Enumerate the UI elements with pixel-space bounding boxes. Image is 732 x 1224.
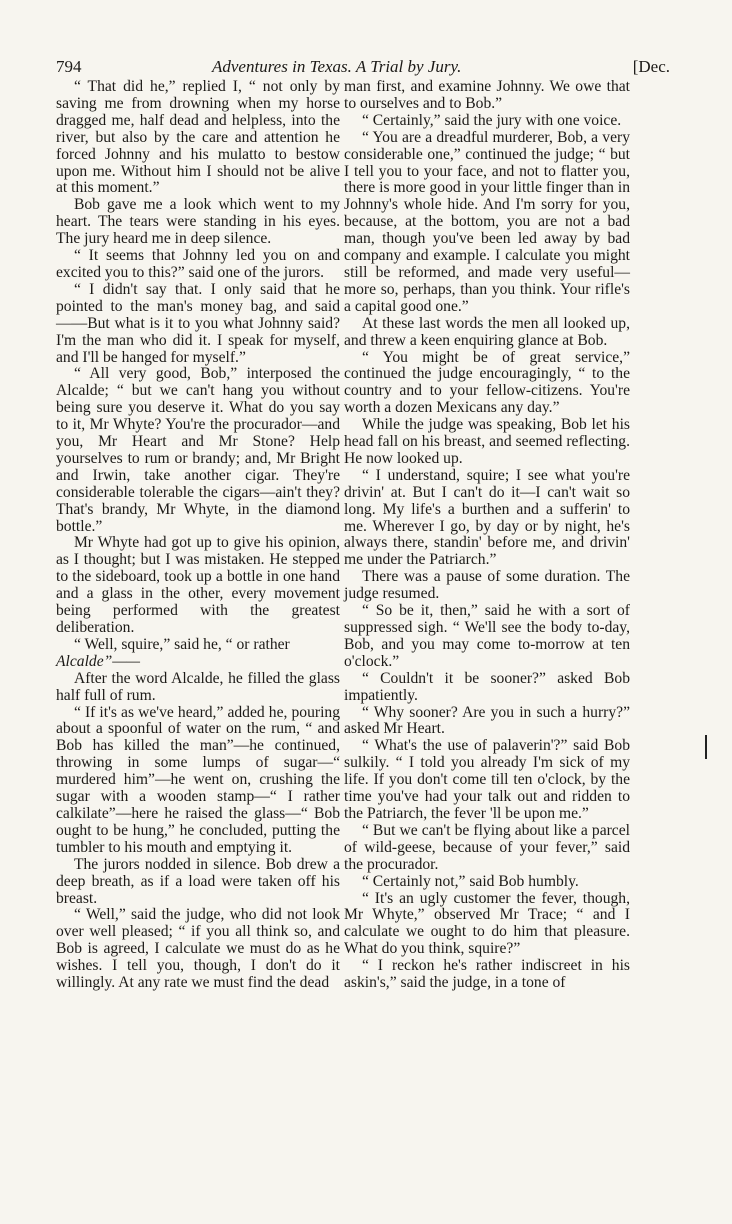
paragraph: “ Well, squire,” said he, “ or rather — [73, 635, 290, 653]
paragraph: There was a pause of some duration. The judge resumed. — [344, 568, 630, 603]
section-marker: [Dec. — [632, 57, 670, 76]
right-column — [344, 79, 630, 992]
paragraph: “ So be it, then,” said he with a sort of suppressed sigh. “ We'll see the body to-day, Bob, and you may come to-morrow at ten o'clock.” — [344, 602, 630, 670]
paragraph: The jurors nodded in silence. Bob drew a deep breath, as if a load were taken off his breast. — [56, 855, 340, 907]
paragraph: “ Certainly,” said the jury with one voice. — [361, 111, 622, 129]
paragraph: At these last words the men all looked up, and threw a keen enquiring glance at Bob. — [344, 314, 630, 349]
page-edge-mark — [705, 735, 707, 759]
paragraph-continued: man first, and examine Johnny. We owe that to ourselves and to Bob.” — [344, 78, 630, 112]
paragraph: “ It's an ugly customer the fever, though, Mr Whyte,” observed Mr Trace; “ and I calculate we ought to do him that pleasure. What do you think, squire?” — [344, 889, 630, 958]
paragraph: “ What's the use of palaverin'?” said Bob sulkily. “ I told you already I'm sick of my life. If you don't come till ten o'clock, by the time you've had your talk out and ridden to the Patriarch, the fever 'll be upon me.” — [344, 737, 630, 822]
running-title: Adventures in Texas. A Trial by Jury. — [212, 57, 462, 76]
paragraph: “ If it's as we've heard,” added he, pouring about a spoonful of water on the rum, “ and Bob has killed the man”—he continued, throwing in some lumps of sugar—“ murdered him”—he went on, crushing the sugar with a wooden stamp—“ I rather calkilate”—here he raised the glass—“ Bob ought to be hung,” he concluded, putting the tumbler to his mouth and emptying it. — [56, 703, 340, 856]
left-column — [56, 79, 340, 992]
page-number: 794 — [56, 57, 82, 76]
paragraph: “ All very good, Bob,” interposed the Alcalde; “ but we can't hang you without being sure you deserve it. What do you say to it, Mr Whyte? You're the procurador—and you, Mr Heart and Mr Stone? Help yourselves to rum or brandy; and, Mr Bright and Irwin, take another cigar. They're considerable tolerable the cigars—ain't they? That's brandy, Mr Whyte, in the diamond bottle.” — [56, 365, 340, 535]
paragraph: “ Certainly not,” said Bob humbly. — [361, 872, 579, 890]
paragraph: “ I didn't say that. I only said that he pointed to the man's money bag, and said——But what is it to you what Johnny said? I'm the man who did it. I speak for myself, and I'll be hanged for myself.” — [56, 280, 340, 366]
paragraph: “ I understand, squire; I see what you're drivin' at. But I can't do it—I can't wait so long. My life's a burthen and a sufferin' to me. Wherever I go, by day or by night, he's always there, standin' before me, and drivin' me under the Patriarch.” — [344, 466, 630, 569]
paragraph: “ You are a dreadful murderer, Bob, a very considerable one,” continued the judge; “ but I tell you to your face, and not to flatter you, there is more good in your little finger than in Johnny's whole hide. And I'm sorry for you, because, at the bottom, you are not a bad man, though you've been led away by bad company and example. I calculate you might still be reformed, and made very useful—more so, perhaps, than you think. Your rifle's a capital good one.” — [344, 128, 630, 315]
paragraph: Bob gave me a look which went to my heart. The tears were standing in his eyes. The jury heard me in deep silence. — [56, 196, 340, 248]
paragraph: “ Well,” said the judge, who did not look over well pleased; “ if you all think so, and Bob is agreed, I calculate we must do as he wishes. I tell you, though, I don't do it willingly. At any rate we must find the dead — [56, 906, 340, 992]
paragraph: “ I reckon he's rather indiscreet in his askin's,” said the judge, in a tone of — [344, 957, 630, 992]
paragraph: “ But we can't be flying about like a parcel of wild-geese, because of your fever,” said the procurador. — [344, 821, 630, 873]
paragraph-italic-line: Alcalde”—— — [56, 652, 141, 670]
paragraph: “ That did he,” replied I, “ not only by saving me from drowning when my horse dragged me, half dead and helpless, into the river, but also by the care and attention he forced Johnny and his mulatto to bestow upon me. Without him I should not be alive at this moment.” — [56, 78, 340, 197]
paragraph: Mr Whyte had got up to give his opinion, as I thought; but I was mistaken. He stepped to the sideboard, took up a bottle in one hand and a glass in the other, every movement being performed with the greatest deliberation. — [56, 534, 340, 636]
paragraph: “ Couldn't it be sooner?” asked Bob impatiently. — [344, 669, 630, 704]
paragraph: After the word Alcalde, he filled the glass half full of rum. — [56, 669, 340, 704]
paragraph: “ Why sooner? Are you in such a hurry?” asked Mr Heart. — [344, 703, 630, 738]
paragraph: “ You might be of great service,” continued the judge encouragingly, “ to the country and to your fellow-citizens. You're worth a dozen Mexicans any day.” — [344, 348, 630, 417]
paragraph: “ It seems that Johnny led you on and excited you to this?” said one of the jurors. — [56, 247, 340, 281]
paragraph: While the judge was speaking, Bob let his head fall on his breast, and seemed reflecting. He now looked up. — [344, 416, 630, 467]
